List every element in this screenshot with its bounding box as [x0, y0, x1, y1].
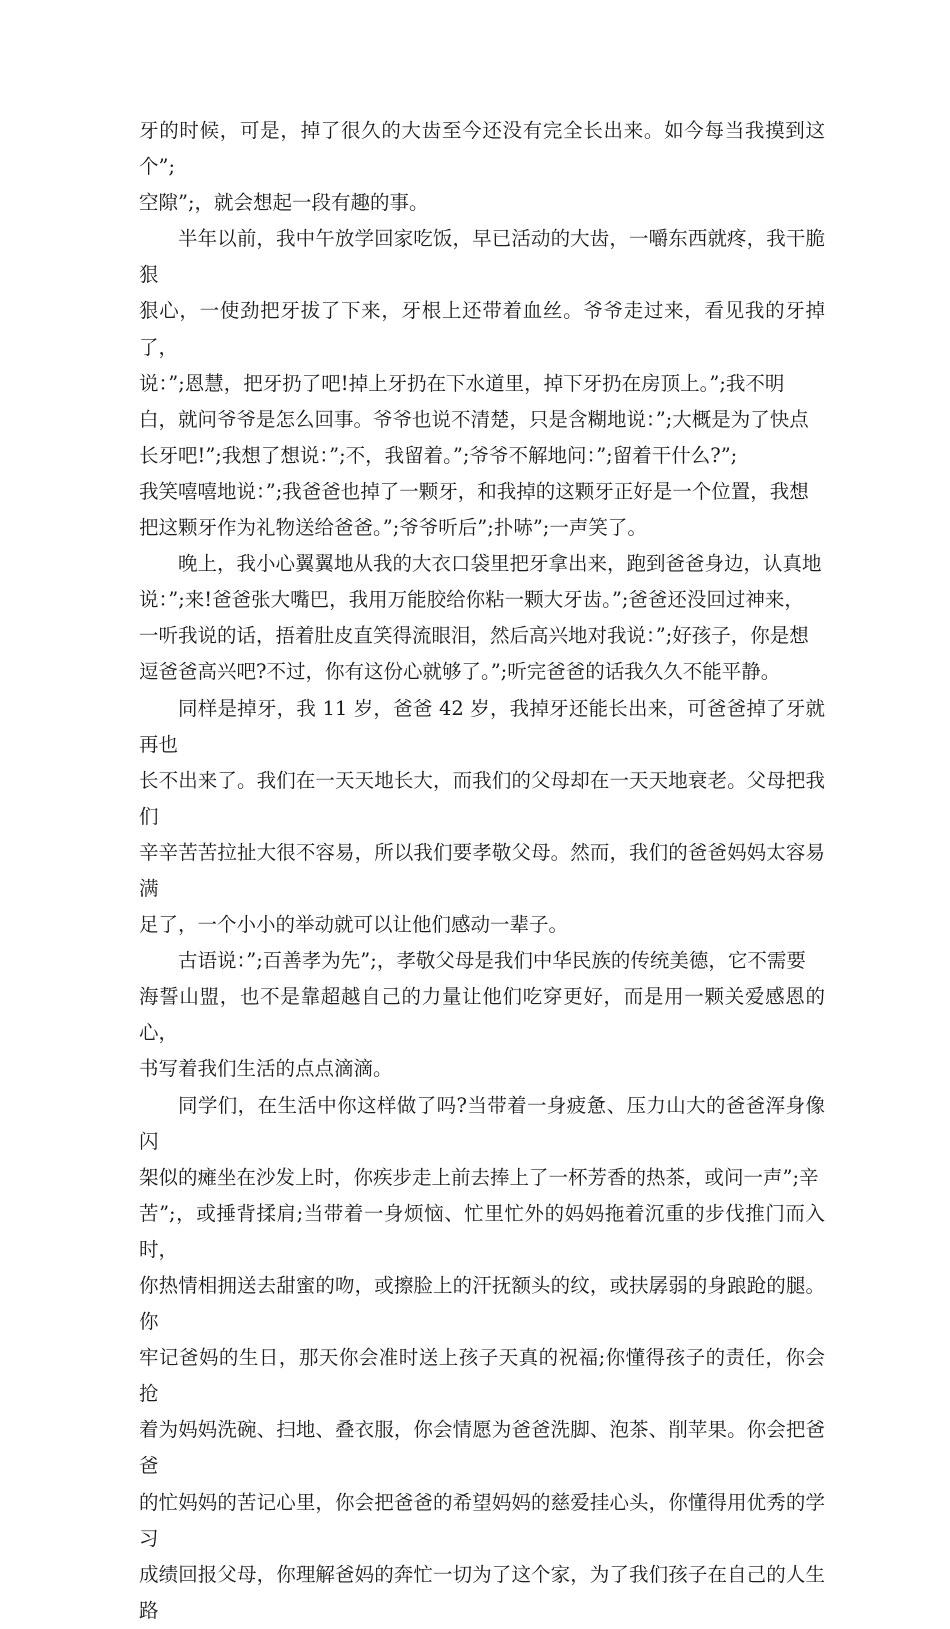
paragraph-evening-gift: 晚上，我小心翼翼地从我的大衣口袋里把牙拿出来，跑到爸爸身边，认真地 说：”;来!爸爸张大嘴巴，我用万能胶给你粘一颗大牙齿。”;爸爸还没回过神来， 一听我说的话，捂着肚皮直笑得流眼泪，然后高兴地对我说：”;好孩子，你是想 逗爸爸高兴吧?不过，你有这份心就够了。”;听完爸爸的话我久久不能平静。 — [139, 552, 822, 684]
paragraph-growing-up: 同样是掉牙，我 11 岁，爸爸 42 岁，我掉牙还能长出来，可爸爸掉了牙就再也 长不出来了。我们在一天天地长大，而我们的父母却在一天天地衰老。父母把我们 辛辛苦苦拉扯大很不容易，所以我们要孝敬父母。然而，我们的爸爸妈妈太容易满 足了，一个小小的举动就可以让他们感动一辈子。 — [139, 696, 825, 937]
paragraph-filial-piety: 古语说：”;百善孝为先”;，孝敬父母是我们中华民族的传统美德，它不需要 海誓山盟，也不是靠超越自己的力量让他们吃穿更好，而是用一颗关爱感恩的心， 书写着我们生活的点点滴滴。 — [139, 949, 825, 1081]
paragraph-pulling-tooth: 半年以前，我中午放学回家吃饭，早已活动的大齿，一嚼东西就疼，我干脆狠 狠心，一使劲把牙拔了下来，牙根上还带着血丝。爷爷走过来，看见我的牙掉了， 说：”;恩慧，把牙扔了吧!掉上牙扔在下水道里，掉下牙扔在房顶上。”;我不明 白，就问爷爷是怎么回事。爷爷也说不清楚，只是含糊地说：”;大概是为了快点 长牙吧!”;我想了想说：”;不，我留着。”;爷爷不解地问：”;留着干什么?”; 我笑嘻嘻地说：”;我爸爸也掉了一颗牙，和我掉的这颗牙正好是一个位置，我想 把这颗牙作为礼物送给爸爸。”;爷爷听后”;扑哧”;一声笑了。 — [139, 227, 825, 540]
paragraph-classmates: 同学们，在生活中你这样做了吗?当带着一身疲惫、压力山大的爸爸浑身像闪 架似的瘫坐在沙发上时，你疾步走上前去捧上了一杯芳香的热茶，或问一声”;辛 苦”;，或捶背揉肩;当带着一身烦恼、忙里忙外的妈妈拖着沉重的步伐推门而入时， 你热情相拥送去甜蜜的吻，或擦脸上的汗抚额头的纹，或扶孱弱的身踉跄的腿。你 牢记爸妈的生日，那天你会准时送上孩子天真的祝福;你懂得孩子的责任，你会抢 着为妈妈洗碗、扫地、叠衣服，你会情愿为爸爸洗脚、泡茶、削苹果。你会把爸爸 的忙妈妈的苦记心里，你会把爸爸的希望妈妈的慈爱挂心头，你懂得用优秀的学习 成绩回报父母，你理解爸妈的奔忙一切为了这个家，为了我们孩子在自己的人生路 — [139, 1093, 825, 1622]
document-body — [139, 113, 825, 1629]
paragraph-continuation: 牙的时候，可是，掉了很久的大齿至今还没有完全长出来。如今每当我摸到这个”; 空隙”;，就会想起一段有趣的事。 — [139, 119, 825, 215]
